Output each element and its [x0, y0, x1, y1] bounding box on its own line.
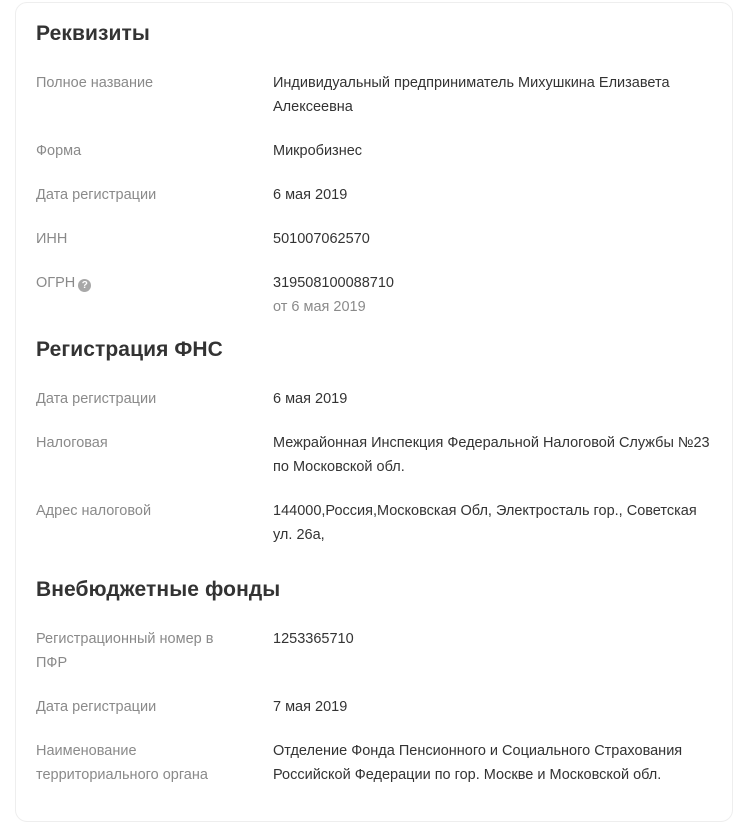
row-subvalue: от 6 мая 2019 — [273, 299, 366, 315]
section-title-fns: Регистрация ФНС — [36, 338, 223, 361]
row-label: Налоговая — [36, 435, 108, 451]
row-label: Дата регистрации — [36, 187, 157, 203]
row-label: Адрес налоговой — [36, 503, 152, 519]
row-value: 7 мая 2019 — [273, 699, 348, 715]
row-value: Межрайонная Инспекция Федеральной Налоговой Службы №23 по Московской обл. — [273, 435, 710, 475]
row-value: Микробизнес — [273, 143, 363, 159]
row-value: Индивидуальный предприниматель Михушкина Елизавета Алексеевна — [273, 75, 670, 115]
row-value: 1253365710 — [273, 631, 354, 647]
row-value: 501007062570 — [273, 231, 370, 247]
question-circle-icon[interactable]: ? — [78, 279, 91, 292]
row-label: Дата регистрации — [36, 391, 157, 407]
row-label-wrap — [36, 271, 246, 295]
row-label: Форма — [36, 143, 82, 159]
row-label: Регистрационный номер в ПФР — [36, 631, 214, 671]
row-value-wrap — [273, 271, 718, 319]
row-value: 319508100088710 — [273, 275, 394, 291]
row-value: 6 мая 2019 — [273, 391, 348, 407]
row-label: Наименование территориального органа — [36, 743, 208, 783]
company-details-card — [15, 2, 733, 822]
row-value: 144000,Россия,Московская Обл, Электросталь гор., Советская ул. 26а, — [273, 503, 697, 543]
section-title-requisites: Реквизиты — [36, 22, 150, 45]
row-value: 6 мая 2019 — [273, 187, 348, 203]
row-label: Полное название — [36, 75, 154, 91]
row-label: ИНН — [36, 231, 68, 247]
row-label: Дата регистрации — [36, 699, 157, 715]
row-label: ОГРН — [36, 275, 76, 291]
section-title-funds: Внебюджетные фонды — [36, 578, 281, 601]
row-value: Отделение Фонда Пенсионного и Социального Страхования Российской Федерации по гор. Москве и Московской обл. — [273, 743, 683, 783]
